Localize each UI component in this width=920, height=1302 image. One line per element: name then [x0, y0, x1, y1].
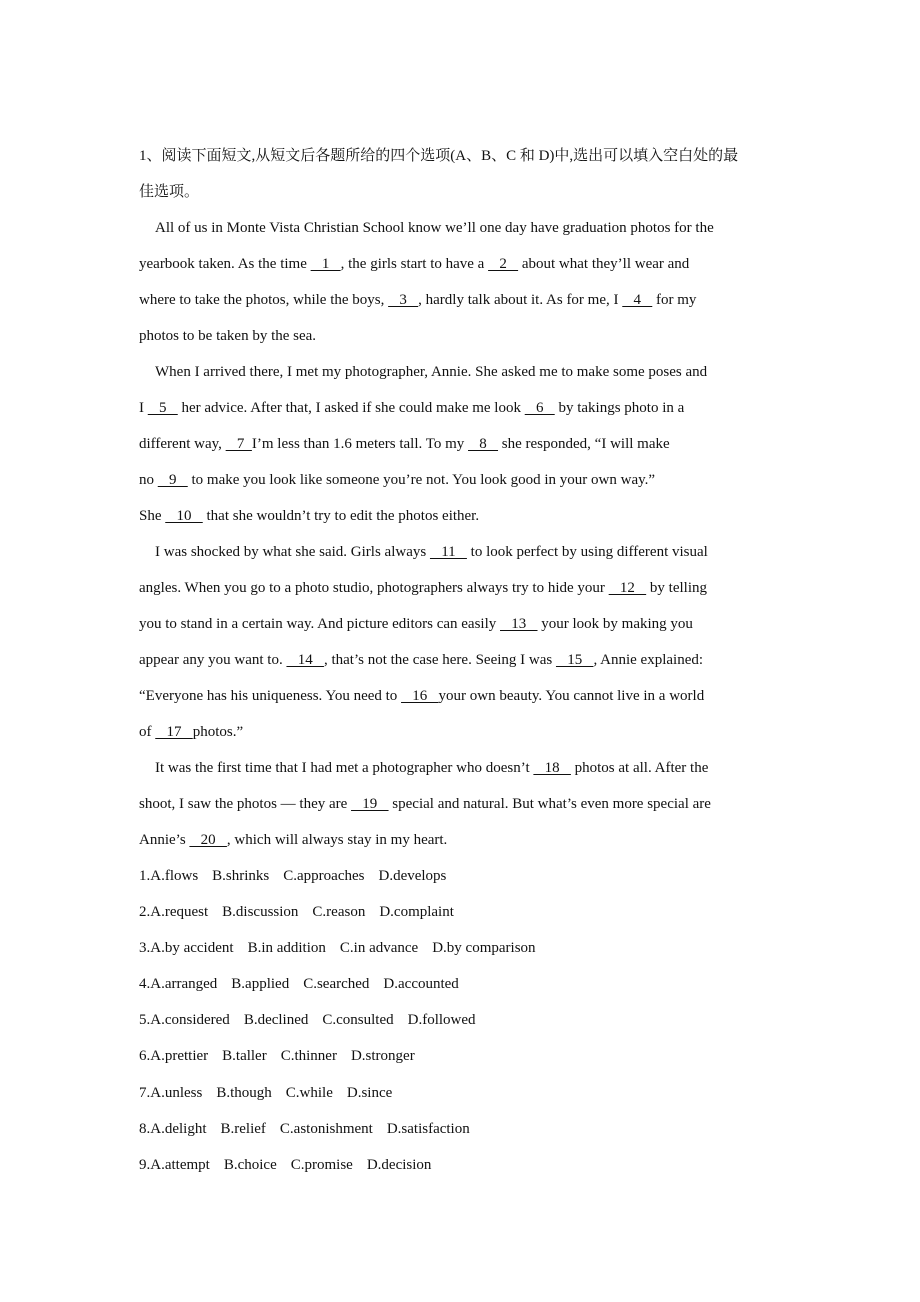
- blank-6: 6: [524, 400, 555, 416]
- option-c: C.astonishment: [279, 1121, 373, 1137]
- option-b: B.taller: [222, 1048, 267, 1064]
- option-b: B.applied: [231, 976, 290, 992]
- option-d: D.develops: [378, 868, 447, 884]
- blank-19: 19: [351, 796, 389, 812]
- passage-line: I 5 her advice. After that, I asked if she could make me look 6 by takings photo in a: [139, 400, 685, 416]
- option-b: B.though: [216, 1085, 272, 1101]
- blank-12: 12: [608, 580, 647, 596]
- passage-line: Annie’s 20 , which will always stay in my heart.: [139, 832, 448, 848]
- option-c: C.in advance: [339, 940, 419, 956]
- option-a: 4.A.arranged: [139, 976, 218, 992]
- question-heading-cont: 佳选项。: [139, 184, 200, 200]
- passage-line: appear any you want to. 14 , that’s not the case here. Seeing I was 15 , Annie explained:: [139, 652, 704, 668]
- blank-17: 17: [155, 724, 193, 740]
- blank-4: 4: [622, 292, 653, 308]
- option-a: 7.A.unless: [139, 1085, 203, 1101]
- option-a: 8.A.delight: [139, 1121, 207, 1137]
- option-a: 9.A.attempt: [139, 1157, 210, 1173]
- blank-10: 10: [165, 508, 203, 524]
- option-d: D.complaint: [379, 904, 454, 920]
- option-d: D.accounted: [383, 976, 459, 992]
- option-a: 3.A.by accident: [139, 940, 234, 956]
- passage-line: angles. When you go to a photo studio, photographers always try to hide your 12 by telling: [139, 580, 707, 596]
- option-d: D.by comparison: [432, 940, 536, 956]
- passage-line: where to take the photos, while the boys, 3 , hardly talk about it. As for me, I 4 for my: [139, 292, 697, 308]
- option-row: [139, 1083, 392, 1103]
- option-b: B.relief: [220, 1121, 266, 1137]
- blank-5: 5: [147, 400, 178, 416]
- option-b: B.declined: [243, 1012, 309, 1028]
- blank-3: 3: [388, 292, 419, 308]
- option-b: B.shrinks: [212, 868, 270, 884]
- option-c: C.promise: [290, 1157, 353, 1173]
- passage-line: “Everyone has his uniqueness. You need to 16 your own beauty. You cannot live in a world: [139, 688, 705, 704]
- blank-11: 11: [429, 544, 467, 560]
- blank-1: 1: [310, 256, 341, 272]
- passage-line: no 9 to make you look like someone you’re not. You look good in your own way.”: [139, 472, 656, 488]
- blank-9: 9: [157, 472, 188, 488]
- passage-line: She 10 that she wouldn’t try to edit the photos either.: [139, 508, 480, 524]
- passage-line: All of us in Monte Vista Christian School know we’ll one day have graduation photos for the: [155, 220, 714, 236]
- option-c: C.while: [285, 1085, 333, 1101]
- blank-18: 18: [533, 760, 571, 776]
- blank-15: 15: [555, 652, 594, 668]
- passage-line: photos to be taken by the sea.: [139, 328, 317, 344]
- passage-line: of 17 photos.”: [139, 724, 244, 740]
- option-row: [139, 938, 536, 958]
- option-c: C.searched: [303, 976, 370, 992]
- option-c: C.thinner: [280, 1048, 337, 1064]
- option-b: B.choice: [223, 1157, 277, 1173]
- option-b: B.in addition: [247, 940, 326, 956]
- option-c: C.reason: [312, 904, 366, 920]
- option-d: D.followed: [407, 1012, 476, 1028]
- passage-line: shoot, I saw the photos — they are 19 special and natural. But what’s even more special are: [139, 796, 711, 812]
- blank-7: 7: [225, 436, 252, 452]
- option-b: B.discussion: [222, 904, 299, 920]
- blank-16: 16: [401, 688, 439, 704]
- passage-line: It was the first time that I had met a photographer who doesn’t 18 photos at all. After the: [155, 760, 709, 776]
- blank-13: 13: [500, 616, 538, 632]
- option-row: [139, 902, 454, 922]
- option-d: D.satisfaction: [386, 1121, 470, 1137]
- option-a: 2.A.request: [139, 904, 209, 920]
- option-d: D.stronger: [350, 1048, 415, 1064]
- option-row: [139, 1010, 476, 1030]
- option-a: 1.A.flows: [139, 868, 199, 884]
- passage-line: I was shocked by what she said. Girls always 11 to look perfect by using different visual: [155, 544, 708, 560]
- option-d: D.decision: [366, 1157, 432, 1173]
- blank-14: 14: [286, 652, 324, 668]
- option-row: [139, 866, 446, 886]
- option-c: C.consulted: [322, 1012, 394, 1028]
- passage-line: yearbook taken. As the time 1 , the girls start to have a 2 about what they’ll wear and: [139, 256, 690, 272]
- option-a: 6.A.prettier: [139, 1048, 209, 1064]
- option-row: [139, 1046, 415, 1066]
- blank-2: 2: [488, 256, 519, 272]
- passage-line: you to stand in a certain way. And picture editors can easily 13 your look by making you: [139, 616, 693, 632]
- option-d: D.since: [346, 1085, 393, 1101]
- option-row: [139, 974, 459, 994]
- blank-20: 20: [189, 832, 227, 848]
- option-row: [139, 1155, 431, 1175]
- option-a: 5.A.considered: [139, 1012, 230, 1028]
- blank-8: 8: [468, 436, 499, 452]
- question-heading: 1、阅读下面短文,从短文后各题所给的四个选项(A、B、C 和 D)中,选出可以填入空白处的最: [139, 148, 739, 164]
- option-row: [139, 1119, 470, 1139]
- passage-line: When I arrived there, I met my photographer, Annie. She asked me to make some poses and: [155, 364, 708, 380]
- option-c: C.approaches: [283, 868, 365, 884]
- passage-line: different way, 7 I’m less than 1.6 meters tall. To my 8 she responded, “I will make: [139, 436, 670, 452]
